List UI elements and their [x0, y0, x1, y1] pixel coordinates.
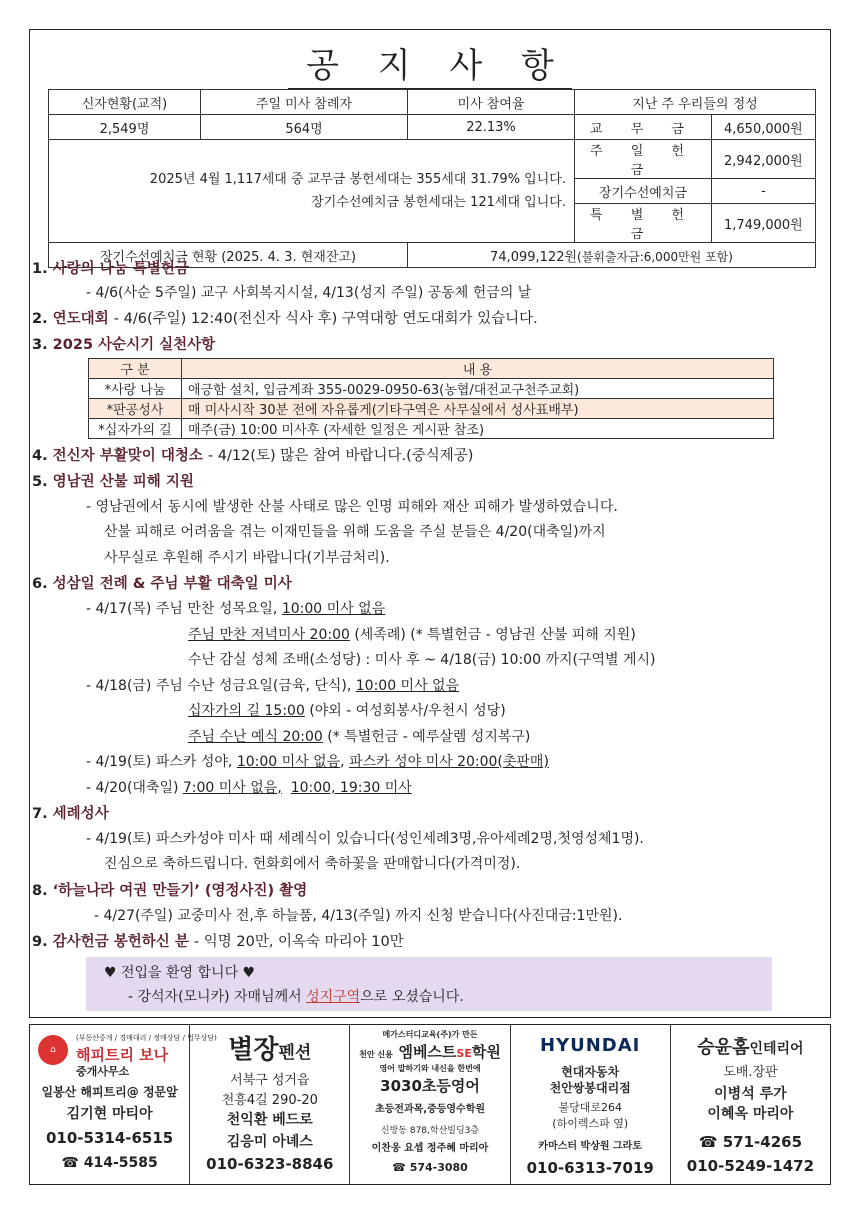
section-5-line: 사무실로 후원해 주시기 바랍니다(기부금처리).: [104, 550, 390, 566]
welcome-line: - 강석자(모니카) 자매님께서 성지구역으로 오셨습니다.: [128, 989, 464, 1005]
ad-person: 이찬웅 요셉 정주혜 마리아: [371, 1143, 489, 1154]
ad-name: 해피트리 보나: [76, 1046, 169, 1064]
ad-person: 김기현 마티아: [66, 1106, 153, 1122]
ad-phone: 010-5249-1472: [686, 1157, 815, 1175]
section-9-title: 9. 감사헌금 봉헌하신 분 - 익명 20만, 이옥숙 마리아 10만: [32, 934, 404, 950]
offering-label: 특 별 헌 금: [575, 204, 712, 243]
fund-note: (불휘출자금:6,000만원 포함): [577, 249, 733, 264]
section-6-line: - 4/20(대축일) 7:00 미사 없음, 10:00, 19:30 미사: [86, 780, 412, 796]
ad-academy: [350, 1025, 510, 1184]
offering-value: 1,749,000원: [712, 204, 816, 243]
offering-label: 주 일 헌 금: [575, 140, 712, 179]
house-logo-icon: ⌂: [38, 1035, 68, 1065]
ad-address: (하이렉스파 옆): [552, 1117, 629, 1130]
ad-name: 현대자동차: [561, 1065, 620, 1079]
section-6-title: 6. 성삼일 전례 & 주님 부활 대축일 미사: [32, 576, 292, 592]
ad-person: 이혜옥 마리아: [707, 1106, 794, 1122]
household-note: [49, 140, 575, 243]
stats-table: [48, 89, 816, 268]
ad-tag: 메가스터디교육(주)가 만든: [382, 1030, 478, 1039]
household-note-line2: 장기수선예치금 봉헌세대는 121세대 입니다.: [311, 195, 566, 210]
section-6-line: 주님 수난 예식 20:00 (* 특별헌금 - 예루살렘 성지복구): [188, 729, 531, 745]
offering-label: 장기수선예치금: [575, 179, 712, 204]
header-believers: 신자현황(교적): [49, 90, 201, 115]
ad-phone: ☎ 574-3080: [392, 1161, 468, 1174]
hyundai-logo-icon: HYUNDAI: [540, 1035, 641, 1056]
ad-hyundai: [511, 1025, 671, 1184]
ad-name: 3030초등영어: [380, 1077, 480, 1095]
page-title: 공 지 사 항: [30, 38, 830, 87]
section-6-line: 주님 만찬 저녁미사 20:00 (세족례) (* 특별헌금 - 영남권 산불 피해 지원): [188, 627, 636, 643]
section-6-line: 수난 감실 성체 조배(소성당) : 미사 후 ~ 4/18(금) 10:00 까지(구역별 게시): [188, 652, 656, 668]
ad-phone: 010-5314-6515: [45, 1129, 174, 1147]
ad-real-estate: [30, 1025, 217, 1184]
ad-address: 일봉산 해피트리@ 정문앞: [41, 1085, 178, 1099]
section-2-title: 2. 연도대회 - 4/6(주일) 12:40(전신자 식사 후) 구역대항 연도대회가 있습니다.: [32, 311, 538, 327]
practice-category: *판공성사: [89, 399, 182, 419]
practice-table: [88, 358, 774, 439]
section-8-line: - 4/27(주일) 교중미사 전,후 하늘품, 4/13(주일) 까지 신청 받습니다(사진대금:1만원).: [94, 908, 623, 924]
ad-address: 서북구 성거읍: [230, 1073, 310, 1088]
value-attendance: 564명: [201, 115, 408, 140]
value-rate: 22.13%: [408, 115, 575, 140]
ad-address: 불당대로264: [558, 1101, 622, 1114]
household-note-line1: 2025년 4월 1,117세대 중 교무금 봉헌세대는 355세대 31.79% 입니다.: [149, 172, 566, 187]
practice-content: 매주(금) 10:00 미사후 (자세한 일정은 게시판 참조): [182, 419, 774, 439]
practice-category: *사랑 나눔: [89, 379, 182, 399]
fund-value: [408, 243, 816, 268]
section-4-title: 4. 전신자 부활맞이 대청소 - 4/12(토) 많은 참여 바랍니다.(중식제공): [32, 448, 474, 464]
offering-label: 교 무 금: [575, 115, 712, 140]
header-rate: 미사 참여율: [408, 90, 575, 115]
section-7-line: 진심으로 축하드립니다. 헌화회에서 축하꽃을 판매합니다(가격미정).: [104, 856, 521, 872]
ad-sub: 중개사무소: [76, 1065, 130, 1078]
section-5-line: - 영남권에서 동시에 발생한 산불 사태로 많은 인명 피해와 재산 피해가 발생하였습니다.: [86, 499, 618, 515]
ad-name: 천안 신용 엠베스트SE학원: [359, 1043, 501, 1061]
ad-sub: 초등전과목,중등영수학원: [374, 1104, 486, 1115]
ad-phone: ☎ 571-4265: [698, 1133, 803, 1151]
ad-name: 승윤홈인테리어: [697, 1037, 804, 1058]
ad-interior: [671, 1025, 830, 1184]
ad-address: 천흥4길 290-20: [221, 1093, 318, 1108]
ad-phone: 010-6323-8846: [206, 1155, 334, 1173]
ad-name: 별장펜션: [228, 1035, 312, 1065]
header-attendance: 주일 미사 참례자: [201, 90, 408, 115]
ad-address: 신방동 878,학산빌딩3층: [380, 1126, 480, 1136]
ad-slogan: 영어 말하기와 내신을 한번에: [379, 1064, 481, 1073]
section-1-line: - 4/6(사순 5주일) 교구 사회복지시설, 4/13(성지 주일) 공동체 헌금의 날: [86, 285, 532, 301]
ad-sub: 도배.장판: [723, 1065, 778, 1080]
practice-category: *십자가의 길: [89, 419, 182, 439]
offering-value: 4,650,000원: [712, 115, 816, 140]
section-6-line: 십자가의 길 15:00 (야외 - 여성회봉사/우천시 성당): [188, 703, 506, 719]
section-1-title: 1. 사랑의 나눔 특별헌금: [32, 261, 189, 277]
practice-header-category: 구 분: [89, 359, 182, 379]
ad-person: 이병석 루가: [714, 1086, 787, 1102]
practice-content: 매 미사시작 30분 전에 자유롭게(기타구역은 사무실에서 성사표배부): [182, 399, 774, 419]
ad-person: 카마스터 박상원 그라토: [538, 1141, 642, 1152]
ad-phone: ☎ 414-5585: [61, 1155, 158, 1171]
value-believers: 2,549명: [49, 115, 201, 140]
section-7-title: 7. 세례성사: [32, 806, 109, 822]
ad-person: 김응미 아녜스: [226, 1134, 313, 1150]
section-8-title: 8. ‘하늘나라 여권 만들기’ (영정사진) 촬영: [32, 883, 308, 899]
ad-strip: [29, 1024, 831, 1185]
offering-value: -: [712, 179, 816, 204]
section-7-line: - 4/19(토) 파스카성야 미사 때 세례식이 있습니다(성인세례3명,유아세례2명,첫영성체1명).: [86, 831, 644, 847]
ad-sub: 천안쌍봉대리점: [549, 1081, 631, 1095]
ad-phone: 010-6313-7019: [526, 1159, 654, 1177]
practice-header-content: 내 용: [182, 359, 774, 379]
fund-label: 장기수선예치금 현황 (2025. 4. 3. 현재잔고): [49, 243, 408, 268]
ad-tag: (부동산중개 / 경매대리 / 정매상담 / 법무상담): [76, 1034, 217, 1042]
offering-value: 2,942,000원: [712, 140, 816, 179]
section-6-line: - 4/19(토) 파스카 성야, 10:00 미사 없음, 파스카 성야 미사 20:00(촛판매): [86, 754, 549, 770]
section-6-line: - 4/17(목) 주님 만찬 성목요일, 10:00 미사 없음: [86, 601, 386, 617]
section-6-line: - 4/18(금) 주님 수난 성금요일(금육, 단식), 10:00 미사 없음: [86, 678, 460, 694]
section-5-title: 5. 영남권 산불 피해 지원: [32, 474, 194, 490]
section-5-line: 산불 피해로 어려움을 겪는 이재민들을 위해 도움을 주실 분들은 4/20(대축일)까지: [104, 524, 606, 540]
welcome-box: [86, 957, 772, 1011]
ad-person: 천익환 베드로: [226, 1112, 313, 1128]
fund-amount: 74,099,122원: [490, 249, 578, 265]
practice-content: 애긍함 설치, 입금계좌 355-0029-0950-63(농협/대전교구천주교회): [182, 379, 774, 399]
section-3-title: 3. 2025 사순시기 실천사항: [32, 337, 216, 353]
ad-pension: [190, 1025, 350, 1184]
welcome-title: ♥ 전입을 환영 합니다 ♥: [104, 965, 256, 981]
header-offering: 지난 주 우리들의 정성: [575, 90, 816, 115]
